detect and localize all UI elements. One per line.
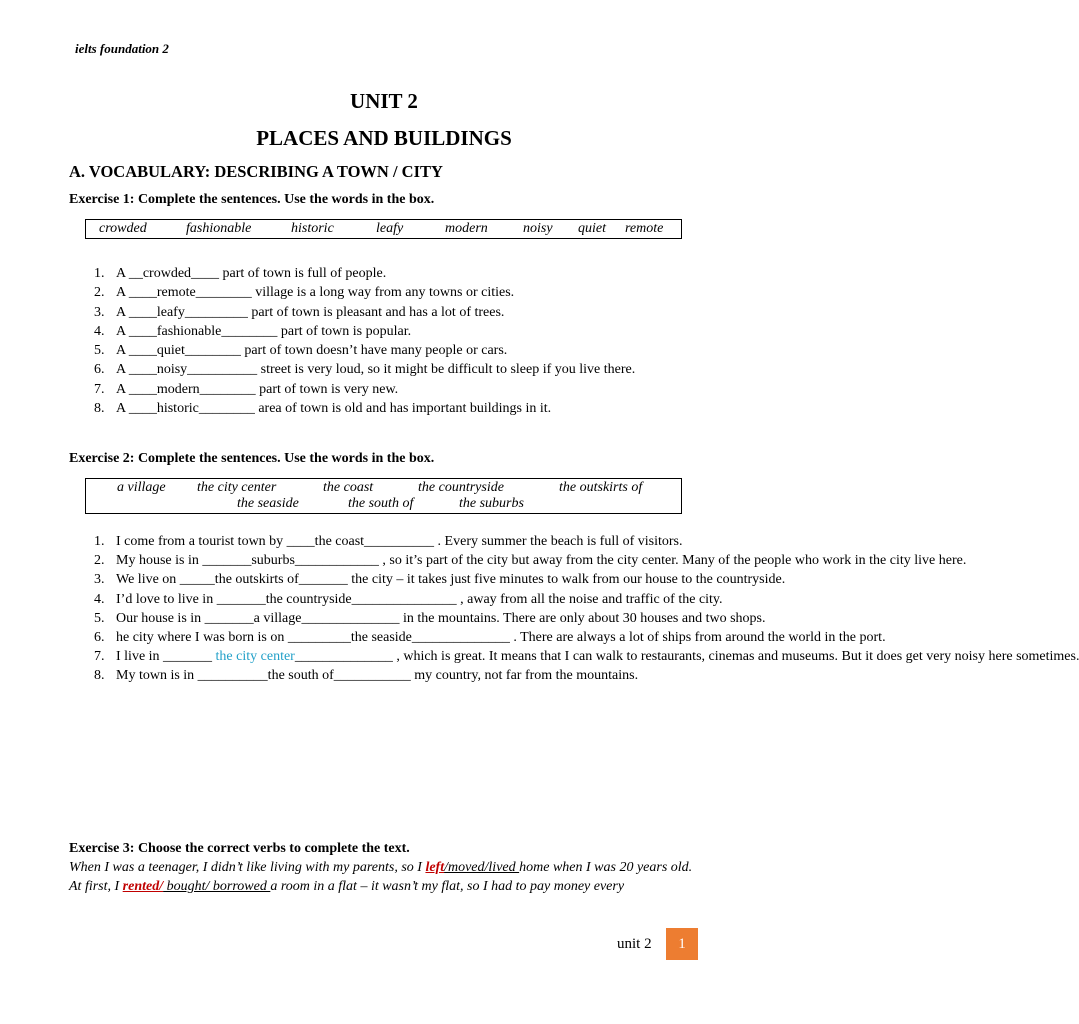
list-item: 7. A ____modern________ part of town is very new. (94, 381, 399, 397)
word-box-item: the countryside (418, 480, 504, 495)
exercise-2-title: Exercise 2: Complete the sentences. Use the words in the box. (69, 451, 435, 466)
topic-title: PLACES AND BUILDINGS (256, 126, 512, 150)
exercise-3-paragraph: At first, I rented/ bought/ borrowed a room in a flat – it wasn’t my flat, so I had to pay money every (69, 879, 625, 895)
word-box-item: noisy (523, 221, 553, 236)
selected-choice: left (425, 860, 445, 875)
list-item: 4. A ____fashionable________ part of town is popular. (94, 323, 412, 339)
list-item: 6. A ____noisy__________ street is very loud, so it might be difficult to sleep if you live there. (94, 362, 636, 378)
list-item: 4. I’d love to live in _______the countryside_______________ , away from all the noise and traffic of the city. (94, 591, 723, 607)
word-box-item: leafy (376, 221, 404, 236)
other-choices: bought/ borrowed (163, 879, 271, 895)
list-item: 8. A ____historic________ area of town is old and has important buildings in it. (94, 401, 552, 417)
word-box-item: the coast (323, 480, 374, 495)
word-box-item: historic (291, 221, 334, 236)
list-item: 8. My town is in __________the south of___________ my country, not far from the mountains. (94, 668, 639, 684)
page-number-badge: 1 (666, 928, 698, 960)
answer-highlight: the city center (215, 649, 295, 665)
list-item: 5. Our house is in _______a village______________ in the mountains. There are only about 30 houses and two shops. (94, 610, 766, 626)
word-box-item: a village (117, 480, 166, 495)
exercise-2-list (69, 532, 1079, 686)
exercise-3-text (69, 858, 709, 897)
selected-choice: rented/ (122, 879, 164, 895)
exercise-3-title: Exercise 3: Choose the correct verbs to complete the text. (69, 841, 410, 856)
exercise-1-title: Exercise 1: Complete the sentences. Use the words in the box. (69, 192, 435, 207)
section-title: A. VOCABULARY: DESCRIBING A TOWN / CITY (69, 162, 443, 181)
list-item: 2. My house is in _______suburbs____________ , so it’s part of the city but away from the city center. Many of the people who work in the city live here. (94, 553, 967, 569)
word-box-item: crowded (99, 221, 147, 236)
list-item: 1. A __crowded____ part of town is full of people. (94, 266, 387, 281)
list-item: 6. he city where I was born is on _________the seaside______________ . There are always a lot of ships from around the world in the port. (94, 630, 886, 646)
other-choices: /moved/lived (444, 860, 520, 875)
footer-unit-label: unit 2 (617, 936, 652, 952)
list-item: 3. A ____leafy_________ part of town is pleasant and has a lot of trees. (94, 304, 505, 320)
list-item: 1. I come from a tourist town by ____the coast__________ . Every summer the beach is full of visitors. (94, 534, 683, 549)
exercise-3-paragraph: When I was a teenager, I didn’t like living with my parents, so I left/moved/lived home when I was 20 years old. (69, 860, 693, 875)
list-item: 3. We live on _____the outskirts of_______ the city – it takes just five minutes to walk from our house to the countryside. (94, 572, 786, 588)
word-box-item: the outskirts of (559, 480, 643, 495)
running-header: ielts foundation 2 (75, 41, 169, 56)
word-box-item: fashionable (186, 221, 252, 236)
word-box-item: modern (445, 221, 488, 236)
unit-title: UNIT 2 (350, 89, 418, 113)
list-item: 5. A ____quiet________ part of town doesn’t have many people or cars. (94, 343, 508, 359)
word-box-item: quiet (578, 221, 606, 236)
exercise-1-list (69, 264, 709, 418)
list-item: 7. I live in _______ the city center______________ , which is great. It means that I can walk to restaurants, cinemas and museums. But it does get very noisy here sometimes. (94, 649, 1079, 665)
exercise-2-word-box (85, 478, 682, 514)
list-item: 2. A ____remote________ village is a long way from any towns or cities. (94, 285, 515, 301)
exercise-1-word-box (85, 219, 682, 239)
word-box-item: the south of (348, 496, 414, 511)
word-box-item: remote (625, 221, 664, 236)
word-box-item: the city center (197, 480, 277, 495)
word-box-item: the suburbs (459, 496, 524, 511)
word-box-item: the seaside (237, 496, 299, 511)
